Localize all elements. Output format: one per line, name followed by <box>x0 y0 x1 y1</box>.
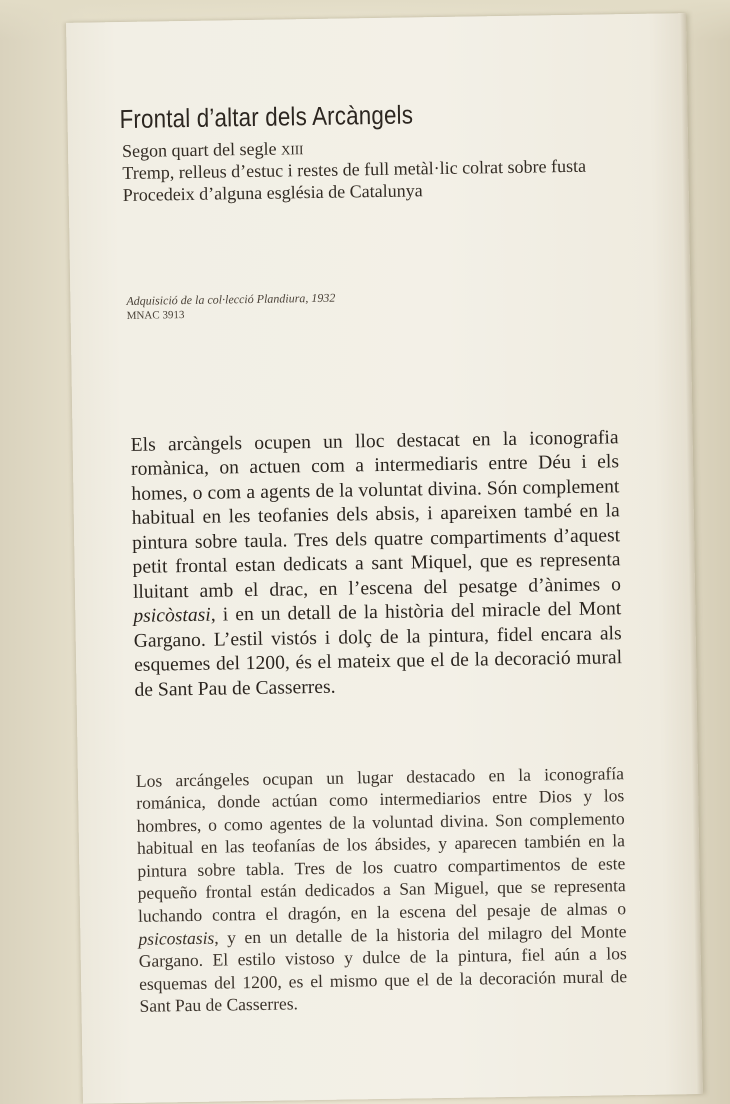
panel-edge-shadow <box>680 13 703 1094</box>
description-catalan <box>130 426 622 703</box>
acquisition-credit: Adquisició de la col·lecció Plandiura, 1932 <box>126 290 336 308</box>
inventory-number: MNAC 3913 <box>126 309 185 322</box>
artwork-metadata <box>122 132 643 206</box>
artwork-date-prefix: Segon quart del segle <box>121 138 282 162</box>
description-spanish-part2: , y en un detalle de la historia del milagro del Monte Gargano. El estilo vistoso y dulce de la pintura, fiel aún a los esquemas del 1200, es el mismo que el de la decoración mural de Sant Pau de Casserres. <box>138 920 628 1017</box>
artwork-title: Frontal d’altar dels Arcàngels <box>119 99 414 135</box>
description-catalan-part1: Els arcàngels ocupen un lloc destacat en la iconografia romànica, on actuen com a intermediaris entre Déu i els homes, o com a agents de la voluntat divina. Són complement habitual en les teofanies dels absis, i apareixen també en la pintura sobre taula. Tres dels quatre compartiments d’aquest petit frontal estan dedicats a sant Miquel, que es representa lluitant amb el drac, en l’escena del pesatge d’ànimes o <box>130 426 622 603</box>
artwork-technique: Tremp, relleus d’estuc i restes de full metàl·lic colrat sobre fusta <box>122 155 587 184</box>
description-spanish-term: psicostasis <box>138 927 215 949</box>
museum-label-panel <box>66 13 703 1104</box>
description-spanish-part1: Los arcángeles ocupan un lugar destacado en la iconografía románica, donde actúan como intermediarios entre Dios y los hombres, o como agentes de la voluntad divina. Son complemento habitual en las teofanías de los ábsides, y aparecen también en la pintura sobre tabla. Tres de los cuatro compartimentos de este pequeño frontal están dedicados a San Miguel, que se representa luchando contra el dragón, en la escena del pesaje de almas o <box>135 762 627 926</box>
description-catalan-term: psicòstasi <box>133 604 211 627</box>
artwork-date-century: xiii <box>280 138 304 159</box>
artwork-provenance: Procedeix d’alguna església de Catalunya <box>122 180 423 205</box>
description-catalan-part2: , i en un detall de la història del miracle del Mont Gargano. L’estil vistós i dolç de la pintura, fidel encara als esquemes del 1200, és el mateix que el de la decoració mural de Sant Pau de Casserres. <box>133 598 623 701</box>
description-spanish <box>136 762 628 1018</box>
